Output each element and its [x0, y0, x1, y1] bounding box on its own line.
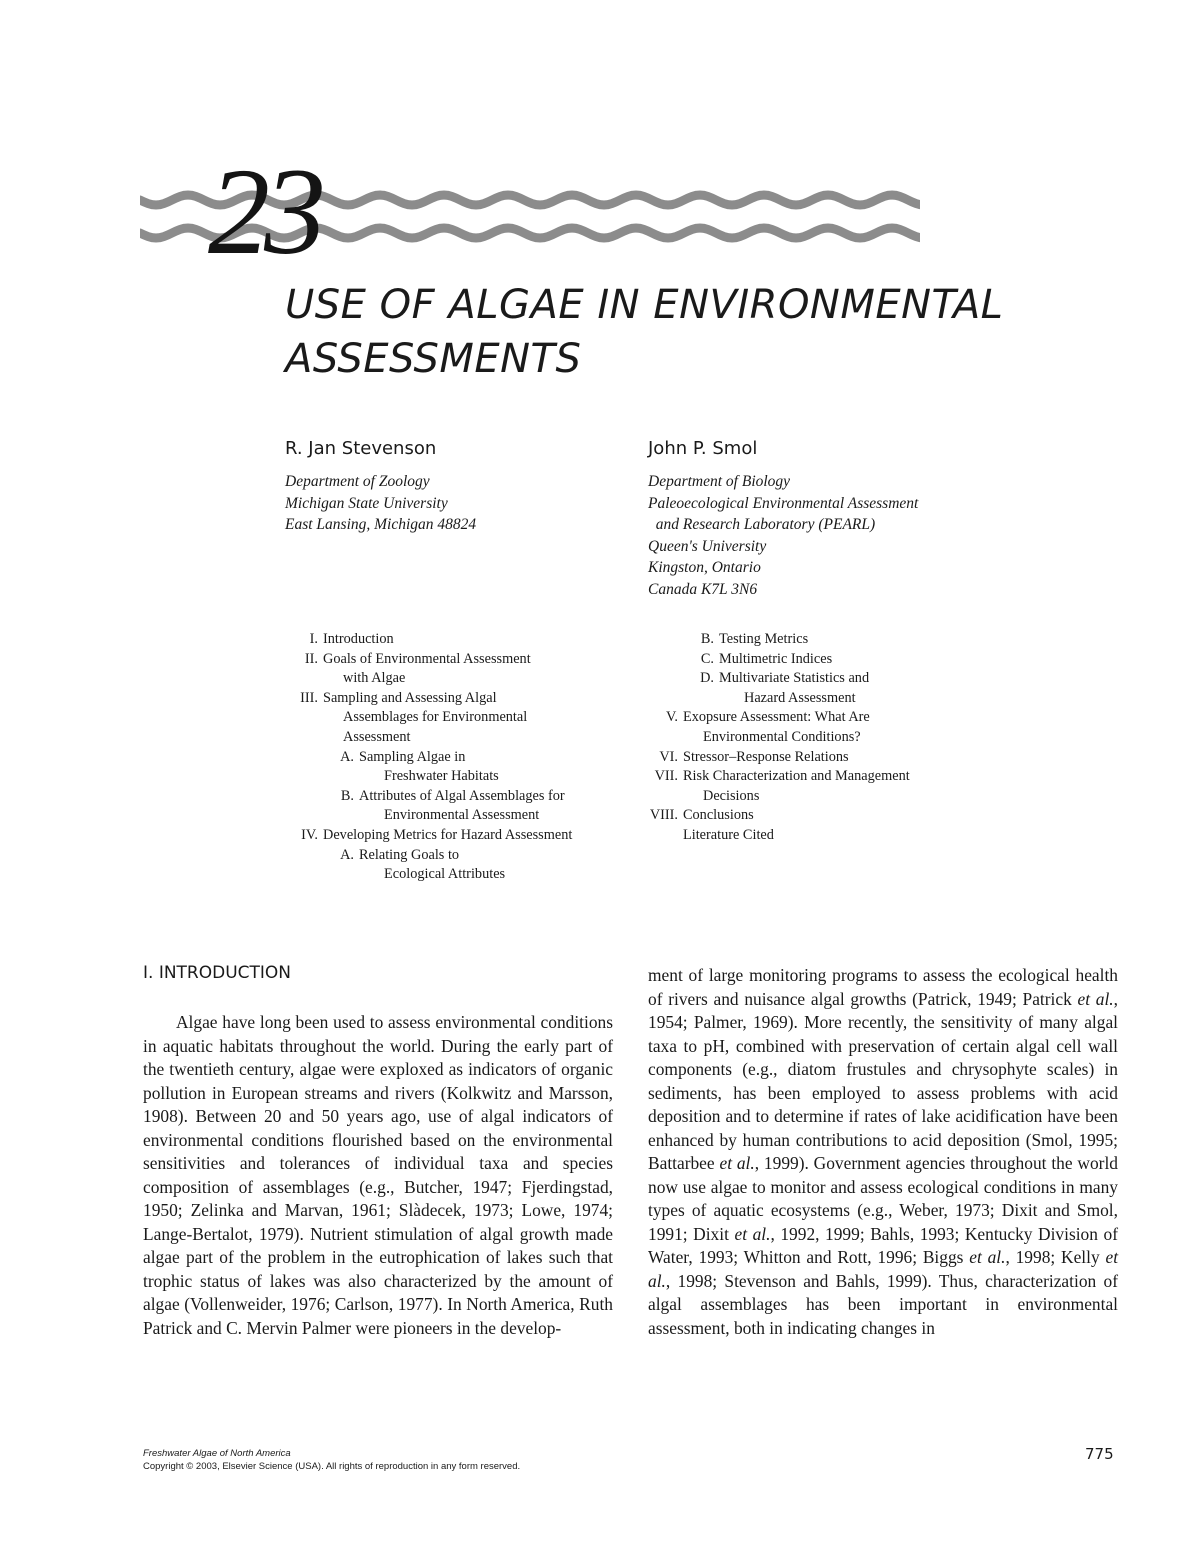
affiliation-line: Michigan State University — [285, 494, 448, 512]
toc-entry — [280, 846, 640, 866]
toc-entry-text: Goals of Environmental Assessment — [323, 650, 531, 667]
toc-entry — [640, 826, 1000, 846]
affiliation-line: Queen's University — [648, 537, 767, 555]
toc-entry-text: Multivariate Statistics and — [719, 670, 870, 687]
body-text: , 1998; Kelly — [1005, 1247, 1106, 1267]
toc-entry — [280, 630, 640, 650]
toc-entry-number: A. — [340, 846, 354, 863]
toc-entry — [640, 630, 1000, 650]
toc-entry — [640, 669, 1000, 689]
toc-entry-number: D. — [700, 670, 714, 687]
toc-entry-text: Conclusions — [683, 807, 754, 824]
toc-entry-number: VIII. — [649, 807, 678, 824]
toc-entry-text: Environmental Assessment — [384, 807, 540, 824]
toc-entry — [640, 748, 1000, 768]
body-text: , 1954; Palmer, 1969). More recently, the sensitivity of many algal taxa to pH, combined with preservation of certain algal cell wall components (e.g., diatom frustules and chrysophyte scales) in sediments, has been employed to assess problems with acid deposition and to determine if rates of lake acidification have been enhanced by human contributions to acid deposition (Smol, 1995; Battarbee — [648, 988, 1118, 1173]
body-text: ment of large monitoring programs to assess the ecological health of rivers and nuisance algal growths (Patrick, 1949; Patrick — [648, 965, 1118, 1009]
body-column-left — [143, 1011, 613, 1340]
affiliation-line: Department of Biology — [648, 473, 791, 490]
page-footer — [143, 1447, 520, 1473]
toc-entry-number: B. — [340, 787, 354, 804]
affiliation-line: Canada K7L 3N6 — [648, 580, 758, 598]
toc-entry — [280, 748, 640, 768]
toc-entry — [280, 689, 640, 709]
chapter-title-line-1: USE OF ALGAE IN ENVIRONMENTAL — [285, 282, 1004, 328]
toc-entry — [640, 806, 1000, 826]
body-text-italic: et al. — [969, 1247, 1006, 1267]
toc-entry-text: Attributes of Algal Assemblages for — [359, 787, 565, 804]
toc-entry-text: Assemblages for Environmental — [343, 709, 528, 726]
toc-entry — [280, 826, 640, 846]
toc-entry — [280, 806, 640, 826]
toc-entry-text: Introduction — [323, 631, 394, 647]
toc-entry-text: Environmental Conditions? — [703, 728, 861, 745]
body-text-italic: et al. — [719, 1153, 755, 1173]
toc-entry-number: VII. — [654, 768, 678, 785]
affiliation-line: Paleoecological Environmental Assessment — [648, 494, 919, 512]
toc-entry — [640, 689, 1000, 709]
body-text: , 1992, 1999; Bahls, 1993; Kentucky Division of Water, 1993; Whitton and Rott, 1996; Biggs — [648, 1223, 1118, 1267]
toc-entry — [640, 787, 1000, 807]
affiliation-line: East Lansing, Michigan 48824 — [285, 516, 477, 533]
toc-entry-number: B. — [700, 631, 714, 647]
toc-entry-text: with Algae — [343, 670, 406, 687]
toc-entry — [640, 650, 1000, 670]
toc-right-column — [640, 630, 1000, 846]
toc-entry-text: Ecological Attributes — [384, 866, 506, 883]
body-text: , 1998; Stevenson and Bahls, 1999). Thus, characterization of algal assemblages has been important in environmental assessment, both in indicating changes in — [648, 1270, 1118, 1338]
book-title: Freshwater Algae of North America — [143, 1448, 291, 1459]
body-text-italic: et al. — [734, 1223, 771, 1244]
copyright-notice: Copyright © 2003, Elsevier Science (USA). All rights of reproduction in any form reserved. — [143, 1461, 521, 1472]
section-heading: I. INTRODUCTION — [143, 963, 292, 983]
affiliation-line: Kingston, Ontario — [648, 559, 761, 576]
toc-entry-text: Sampling and Assessing Algal — [323, 689, 497, 706]
chapter-title-line-2: ASSESSMENTS — [285, 336, 582, 382]
toc-entry-text: Exopsure Assessment: What Are — [683, 709, 870, 726]
toc-entry — [280, 787, 640, 807]
toc-entry — [640, 767, 1000, 787]
toc-entry-text: Risk Characterization and Management — [683, 768, 910, 785]
toc-entry-number: C. — [700, 650, 714, 667]
toc-entry — [280, 708, 640, 728]
toc-entry-text: Sampling Algae in — [359, 748, 466, 765]
toc-entry-text: Freshwater Habitats — [384, 768, 499, 785]
body-text-italic: et al. — [1077, 988, 1114, 1009]
toc-entry-text: Decisions — [703, 787, 760, 804]
toc-entry-text: Developing Metrics for Hazard Assessment — [323, 826, 573, 843]
toc-left-column — [280, 630, 640, 885]
body-paragraph: Algae have long been used to assess environmental conditions in aquatic habitats throughout the world. During the early part of the twentieth century, algae were exploxed as indicators of organic pollution in European streams and rivers (Kolkwitz and Marsson, 1908). Between 20 and 50 years ago, use of algal indicators of environmental conditions flourished based on the environmental sensitivities and tolerances of individual taxa and species composition of assemblages (e.g., Butcher, 1947; Fjerdingstad, 1950; Zelinka and Marvan, 1961; Slàdecek, 1973; Lowe, 1974; Lange-Bertalot, 1979). Nutrient stimulation of algal growth made algae part of the problem in the eutrophication of lakes such that trophic status of lakes was also characterized by the amount of algae (Vollenweider, 1976; Carlson, 1977). In North America, Ruth Patrick and C. Mervin Palmer were pioneers in the develop- — [143, 1012, 613, 1338]
toc-entry-number: IV. — [301, 826, 318, 843]
toc-entry — [280, 669, 640, 689]
toc-entry-number: III. — [300, 689, 318, 706]
toc-entry — [640, 728, 1000, 748]
toc-entry-text: Relating Goals to — [359, 846, 460, 863]
toc-entry-number: V. — [665, 709, 678, 726]
toc-entry — [280, 728, 640, 748]
toc-entry — [280, 767, 640, 787]
author-name-2: John P. Smol — [648, 438, 758, 459]
toc-entry — [280, 650, 640, 670]
author-affiliation-1 — [285, 471, 476, 536]
body-paragraph — [648, 964, 1118, 1340]
toc-entry-text: Multimetric Indices — [719, 650, 833, 667]
toc-entry-number: VI. — [659, 748, 678, 765]
author-name-1: R. Jan Stevenson — [285, 438, 437, 459]
toc-entry-number: A. — [340, 748, 354, 765]
affiliation-line: Department of Zoology — [285, 473, 430, 490]
toc-entry-number: II. — [304, 650, 318, 667]
chapter-title — [285, 278, 1105, 386]
body-column-right — [648, 964, 1118, 1340]
toc-entry-text: Hazard Assessment — [744, 689, 856, 706]
body-text-italic: et al. — [648, 1247, 1119, 1291]
affiliation-line: and Research Laboratory (PEARL) — [648, 516, 876, 533]
page-number: 775 — [1085, 1445, 1114, 1463]
toc-entry-text: Assessment — [343, 728, 411, 745]
toc-entry-number: I. — [309, 631, 318, 647]
body-text: , 1999). Government agencies throughout the world now use algae to monitor and assess ecological conditions in many types of aquatic ecosystems (e.g., Weber, 1973; Dixit and Smol, 1991; Dixit — [648, 1153, 1118, 1244]
toc-entry-text: Stressor–Response Relations — [683, 748, 849, 765]
author-affiliation-2 — [648, 471, 918, 600]
toc-entry — [280, 865, 640, 885]
toc-entry-text: Literature Cited — [683, 826, 774, 843]
toc-entry-text: Testing Metrics — [719, 631, 809, 647]
chapter-number: 23 — [208, 143, 320, 280]
toc-entry — [640, 708, 1000, 728]
